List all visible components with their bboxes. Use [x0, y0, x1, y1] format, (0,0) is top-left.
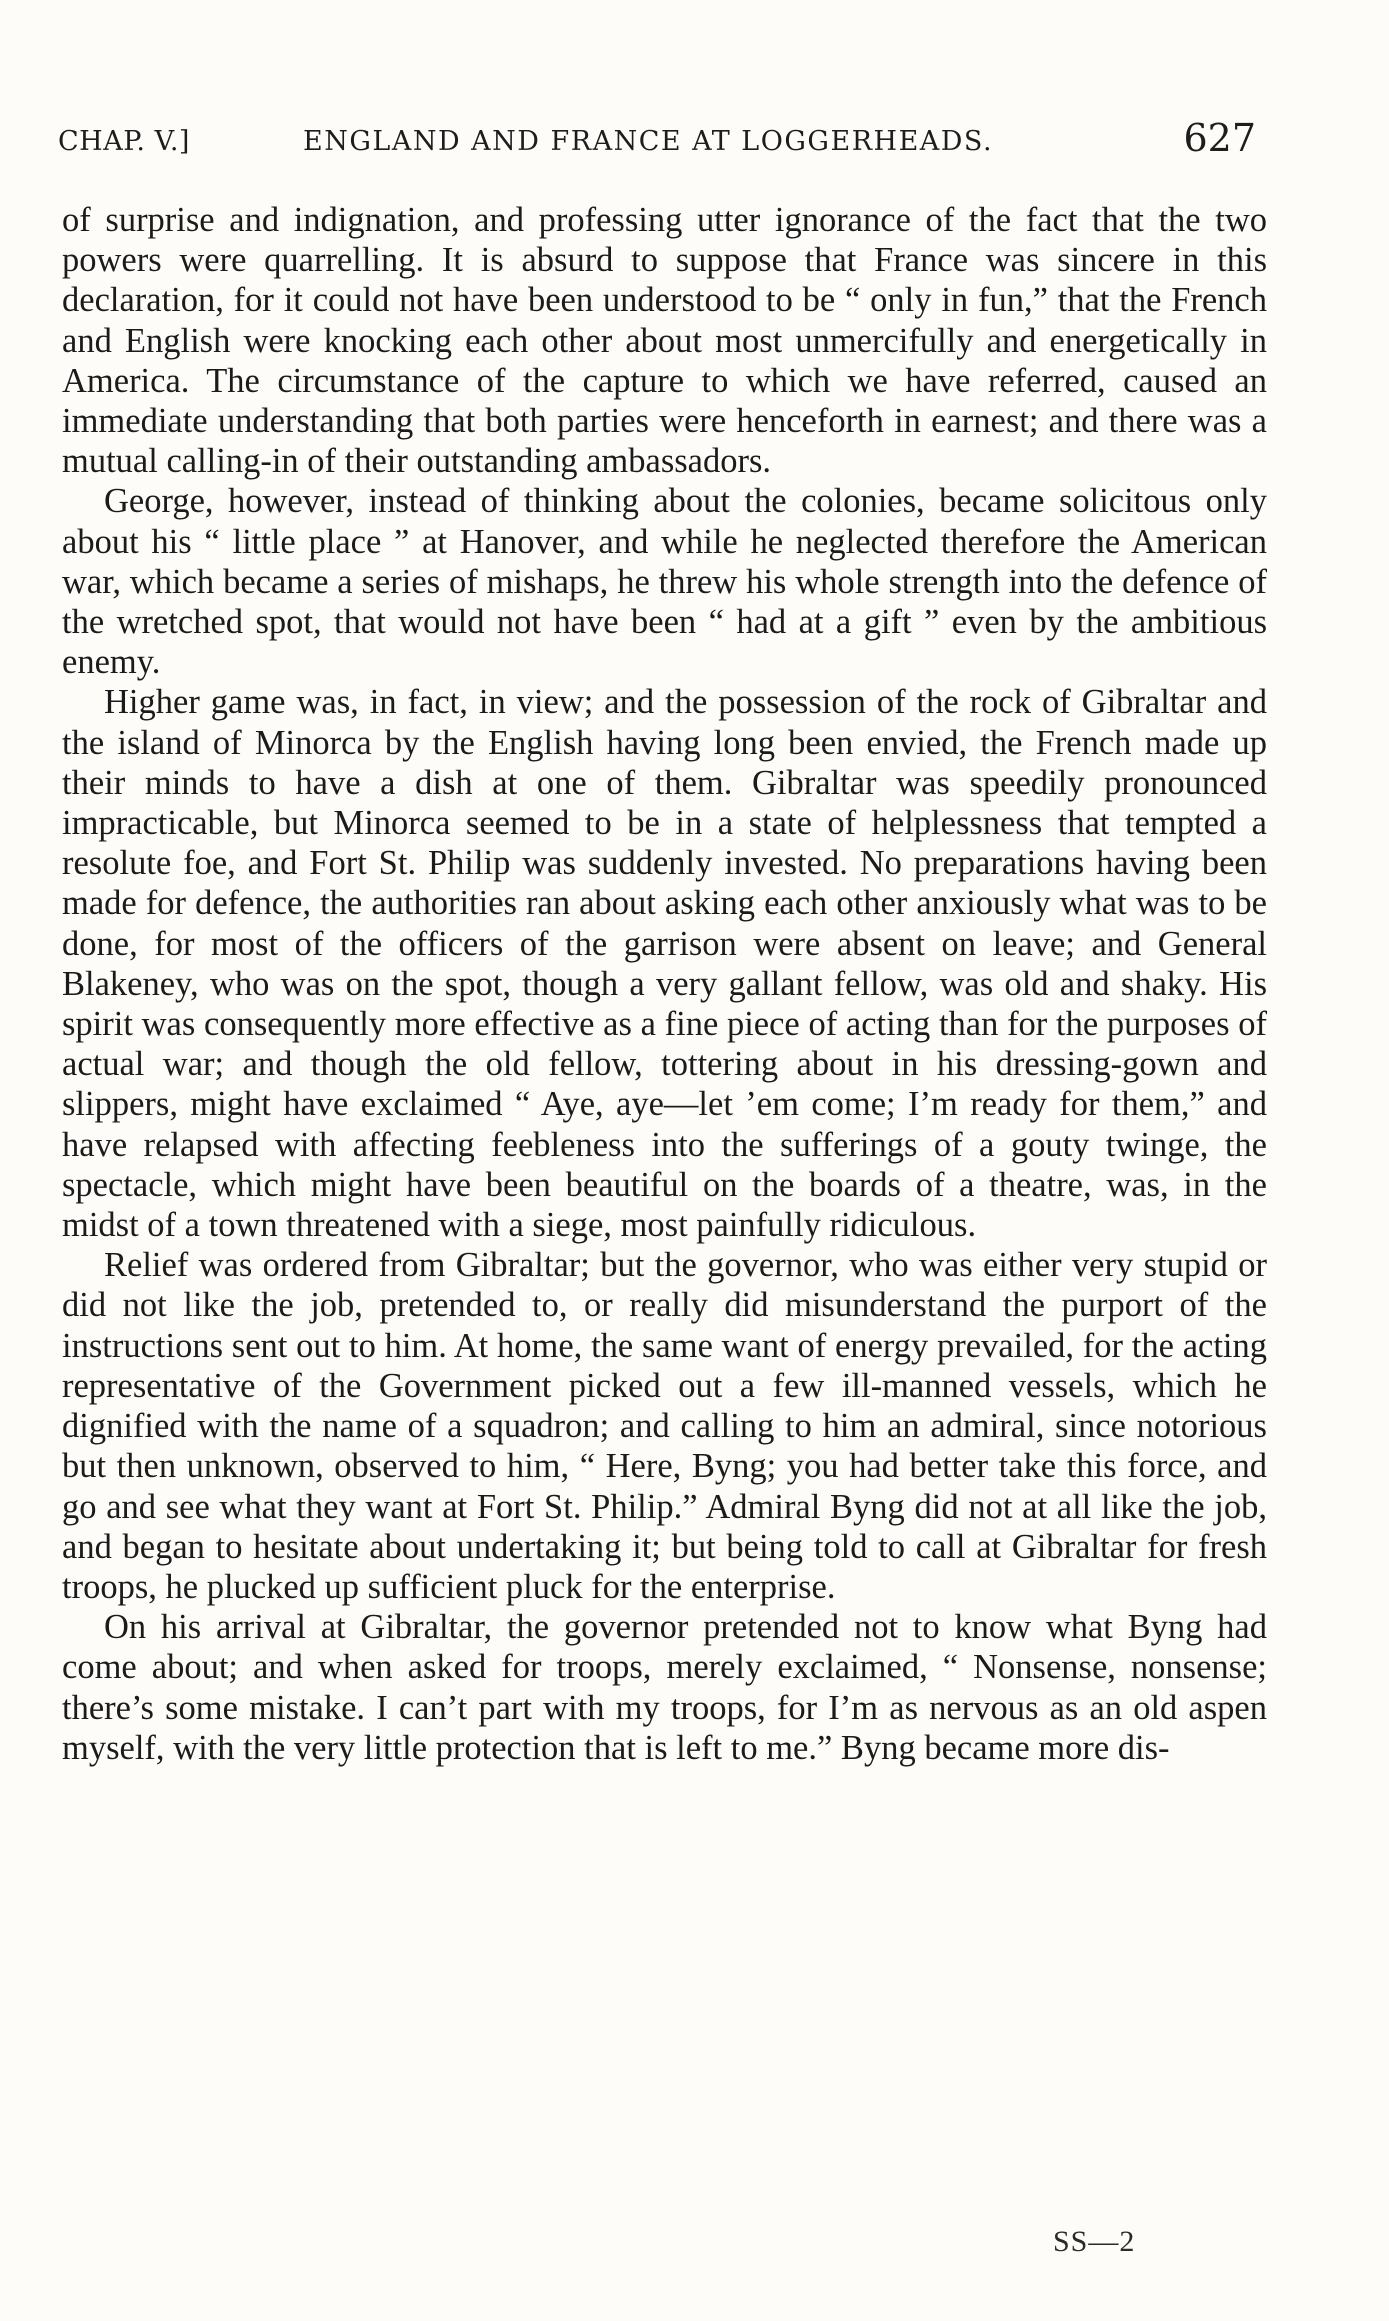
- paragraph-2: George, however, instead of thinking about the colonies, became solicitous only about his “ little place ” at Hanover, and while he neglected therefore the American war, which became a series of mishaps, he threw his whole strength into the defence of the wretched spot, that would not have been “ had at a gift ” even by the ambitious enemy.: [62, 482, 1267, 682]
- chapter-label: CHAP. V.]: [58, 126, 190, 157]
- running-header: [58, 112, 1256, 168]
- signature-mark: SS—2: [1053, 2225, 1136, 2258]
- paragraph-4: Relief was ordered from Gibraltar; but the governor, who was either very stupid or did not like the job, pretended to, or really did misunderstand the purport of the instructions sent out to him. At home, the same want of energy prevailed, for the acting representative of the Government picked out a few ill-manned vessels, which he dignified with the name of a squadron; and calling to him an admiral, since notorious but then unknown, observed to him, “ Here, Byng; you had better take this force, and go and see what they want at Fort St. Philip.” Admiral Byng did not at all like the job, and began to hesitate about undertaking it; but being told to call at Gibraltar for fresh troops, he plucked up sufficient pluck for the enterprise.: [62, 1246, 1267, 1606]
- body-text: [62, 200, 1267, 1768]
- page-number: 627: [1183, 116, 1256, 160]
- paragraph-3: Higher game was, in fact, in view; and the possession of the rock of Gibraltar and the island of Minorca by the English having long been envied, the French made up their minds to have a dish at one of them. Gibraltar was speedily pronounced impracticable, but Minorca seemed to be in a state of helplessness that tempted a resolute foe, and Fort St. Philip was suddenly invested. No preparations having been made for defence, the authorities ran about asking each other anxiously what was to be done, for most of the officers of the garrison were absent on leave; and General Blakeney, who was on the spot, though a very gallant fellow, was old and shaky. His spirit was consequently more effective as a fine piece of acting than for the purposes of actual war; and though the old fellow, tottering about in his dressing-gown and slippers, might have exclaimed “ Aye, aye—let ’em come; I’m ready for them,” and have relapsed with affecting feebleness into the sufferings of a gouty twinge, the spectacle, which might have been beautiful on the boards of a theatre, was, in the midst of a town threatened with a siege, most painfully ridiculous.: [62, 683, 1267, 1245]
- paragraph-1: of surprise and indignation, and professing utter ignorance of the fact that the two powers were quarrelling. It is absurd to suppose that France was sincere in this declaration, for it could not have been understood to be “ only in fun,” that the French and English were knocking each other about most unmercifully and energetically in America. The circumstance of the capture to which we have referred, caused an immediate understanding that both parties were henceforth in earnest; and there was a mutual calling-in of their outstanding ambassadors.: [62, 201, 1267, 481]
- running-title: ENGLAND AND FRANCE AT LOGGERHEADS.: [303, 126, 994, 157]
- paragraph-5: On his arrival at Gibraltar, the governor pretended not to know what Byng had come about; and when asked for troops, merely exclaimed, “ Nonsense, nonsense; there’s some mistake. I can’t part with my troops, for I’m as nervous as an old aspen myself, with the very little protection that is left to me.” Byng became more dis-: [62, 1608, 1267, 1767]
